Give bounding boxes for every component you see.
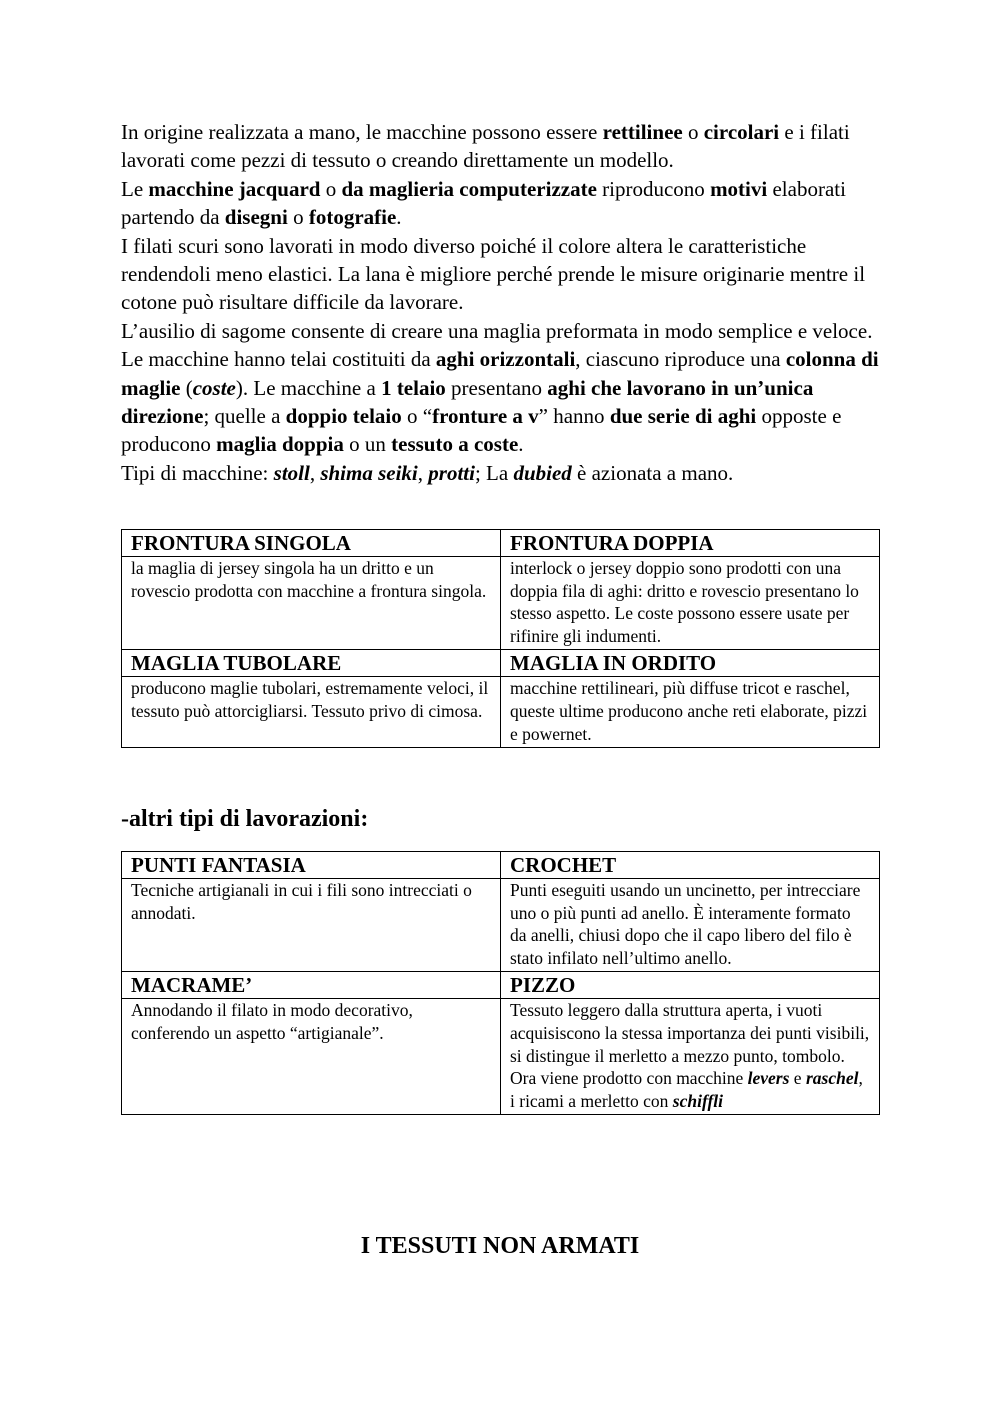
table-row — [122, 879, 880, 972]
table-header-cell: CROCHET — [501, 852, 880, 879]
table-row — [122, 677, 880, 748]
table-cell: macchine rettilineari, più diffuse tricot e raschel, queste ultime producono anche reti elaborate, pizzi e powernet. — [501, 677, 880, 748]
machines-table — [121, 529, 880, 748]
table-cell: producono maglie tubolari, estremamente veloci, il tessuto può attorcigliarsi. Tessuto privo di cimosa. — [122, 677, 501, 748]
table-cell: Punti eseguiti usando un uncinetto, per intrecciare uno o più punti ad anello. È interamente formato da anelli, chiusi dopo che il capo libero del filo è stato infilato nell’ultimo anello. — [501, 879, 880, 972]
table-row — [122, 650, 880, 677]
techniques-table — [121, 851, 880, 1115]
table-header-cell: MAGLIA TUBOLARE — [122, 650, 501, 677]
table-header-cell: MACRAME’ — [122, 972, 501, 999]
table-header-cell: PIZZO — [501, 972, 880, 999]
table-cell: Tecniche artigianali in cui i fili sono intrecciati o annodati. — [122, 879, 501, 972]
table-row — [122, 972, 880, 999]
intro-paragraph: Le macchine hanno telai costituiti da aghi orizzontali, ciascuno riproduce una colonna di maglie (coste). Le macchine a 1 telaio presentano aghi che lavorano in un’unica direzione; quelle a doppio telaio o “fronture a v” hanno due serie di aghi opposte e producono maglia doppia o un tessuto a coste. — [121, 347, 879, 457]
next-chapter-title: I TESSUTI NON ARMATI — [360, 1233, 640, 1259]
table-row — [122, 999, 880, 1115]
intro-paragraph: I filati scuri sono lavorati in modo diverso poiché il colore altera le caratteristiche rendendoli meno elastici. La lana è migliore perché prende le misure originarie mentre il cotone può risultare difficile da lavorare. — [121, 233, 866, 315]
section-heading: -altri tipi di lavorazioni: — [121, 806, 369, 832]
table-row — [122, 557, 880, 650]
table-cell: interlock o jersey doppio sono prodotti con una doppia fila di aghi: dritto e rovescio presentano lo stesso aspetto. Le coste possono essere usate per rifinire gli indumenti. — [501, 557, 880, 650]
table-header-cell: PUNTI FANTASIA — [122, 852, 501, 879]
intro-paragraph: In origine realizzata a mano, le macchine possono essere rettilinee o circolari e i filati lavorati come pezzi di tessuto o creando direttamente un modello. — [121, 120, 850, 173]
table-cell: Tessuto leggero dalla struttura aperta, i vuoti acquisiscono la stessa importanza dei punti visibili, si distingue il merletto a mezzo punto, tombolo. Ora viene prodotto con macchine levers e raschel, i ricami a merletto con schiffli — [501, 999, 880, 1115]
table-header-cell: FRONTURA DOPPIA — [501, 530, 880, 557]
intro-paragraph: L’ausilio di sagome consente di creare una maglia preformata in modo semplice e veloce. — [121, 318, 873, 343]
table-row — [122, 852, 880, 879]
table-cell: Annodando il filato in modo decorativo, conferendo un aspetto “artigianale”. — [122, 999, 501, 1115]
intro-text — [121, 118, 883, 487]
table-header-cell: MAGLIA IN ORDITO — [501, 650, 880, 677]
table-header-cell: FRONTURA SINGOLA — [122, 530, 501, 557]
table-row — [122, 530, 880, 557]
intro-paragraph: Le macchine jacquard o da maglieria computerizzate riproducono motivi elaborati partendo da disegni o fotografie. — [121, 176, 846, 230]
table-cell: la maglia di jersey singola ha un dritto e un rovescio prodotta con macchine a frontura singola. — [122, 557, 501, 650]
intro-paragraph: Tipi di macchine: stoll, shima seiki, protti; La dubied è azionata a mano. — [121, 460, 734, 485]
